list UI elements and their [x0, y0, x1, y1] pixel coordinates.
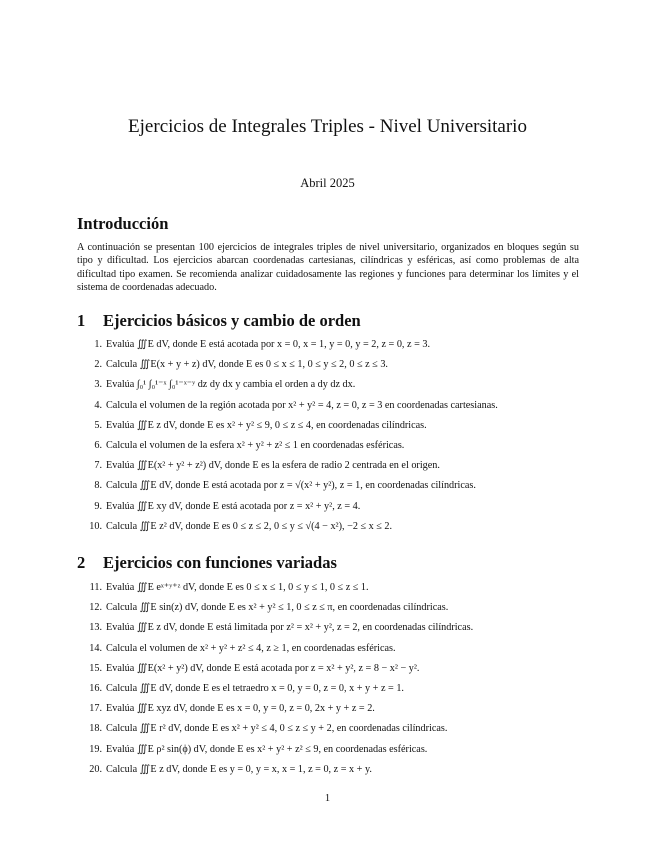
exercise-item [82, 642, 473, 662]
exercise-text: Calcula ∭E z dV, donde E es y = 0, y = x, x = 1, z = 0, z = x + y. [106, 763, 372, 775]
exercise-item [82, 763, 473, 783]
exercise-text: Calcula ∭E r² dV, donde E es x² + y² ≤ 4, 0 ≤ z ≤ y + 2, en coordenadas cilíndricas. [106, 723, 448, 735]
document-date: Abril 2025 [300, 176, 355, 190]
exercise-number: 16. [89, 682, 102, 694]
exercise-text: Calcula ∭E z² dV, donde E es 0 ≤ z ≤ 2, 0 ≤ y ≤ √(4 − x²), −2 ≤ x ≤ 2. [106, 520, 393, 532]
exercise-text: Evalúa ∭E xyz dV, donde E es x = 0, y = 0, z = 0, 2x + y + z = 2. [106, 703, 375, 715]
exercise-item [82, 621, 473, 641]
exercise-number: 19. [89, 743, 102, 755]
exercise-text: Calcula ∭E(x + y + z) dV, donde E es 0 ≤ x ≤ 1, 0 ≤ y ≤ 2, 0 ≤ z ≤ 3. [106, 359, 388, 371]
exercise-item [82, 500, 498, 520]
exercise-number: 6. [94, 439, 102, 451]
exercise-number: 11. [89, 582, 102, 593]
exercise-number: 17. [89, 703, 102, 715]
exercise-item [82, 601, 473, 621]
exercise-list-1 [82, 338, 498, 540]
exercise-text: Calcula el volumen de x² + y² + z² ≤ 4, z ≥ 1, en coordenadas esféricas. [106, 642, 396, 654]
exercise-item [82, 358, 498, 378]
exercise-number: 4. [94, 399, 102, 411]
exercise-item [82, 743, 473, 763]
exercise-text: Calcula ∭E sin(z) dV, donde E es x² + y² ≤ 1, 0 ≤ z ≤ π, en coordenadas cilíndricas. [106, 602, 449, 614]
exercise-text: Evalúa ∭E(x² + y² + z²) dV, donde E es la esfera de radio 2 centrada en el origen. [106, 460, 440, 472]
exercise-item [82, 378, 498, 398]
section-heading-2 [77, 553, 337, 573]
intro-paragraph: A continuación se presentan 100 ejercicios de integrales triples de nivel universitario, organizados en bloques según su tipo y dificultad. Los ejercicios abarcan coordenadas cartesianas, cilíndricas y esféricas, así como problemas de alta dificultad tipo examen. Se recomienda analizar cuidadosamente las regiones y funciones para determinar los límites y el sistema de coordenadas adecuado. [77, 242, 579, 293]
section-number: 1 [77, 311, 86, 330]
section-title: Ejercicios básicos y cambio de orden [103, 311, 361, 330]
exercise-item [82, 662, 473, 682]
exercise-item [82, 338, 498, 358]
intro-heading: Introducción [77, 214, 169, 233]
exercise-text: Evalúa ∫₀¹ ∫₀¹⁻ˣ ∫₀¹⁻ˣ⁻ʸ dz dy dx y cambia el orden a dy dz dx. [106, 379, 356, 391]
exercise-text: Evalúa ∭E xy dV, donde E está acotada por z = x² + y², z = 4. [106, 500, 361, 512]
exercise-item [82, 702, 473, 722]
section-heading-1 [77, 311, 361, 331]
exercise-number: 1. [94, 339, 102, 350]
exercise-item [82, 439, 498, 459]
exercise-number: 8. [94, 480, 102, 492]
section-title: Ejercicios con funciones variadas [103, 553, 337, 572]
exercise-number: 12. [89, 602, 102, 614]
exercise-number: 2. [94, 359, 102, 371]
exercise-text: Calcula ∭E dV, donde E está acotada por z = √(x² + y²), z = 1, en coordenadas cilíndricas. [106, 480, 476, 492]
exercise-number: 7. [94, 460, 102, 472]
exercise-text: Evalúa ∭E eˣ⁺ʸ⁺ᶻ dV, donde E es 0 ≤ x ≤ 1, 0 ≤ y ≤ 1, 0 ≤ z ≤ 1. [106, 582, 369, 593]
exercise-number: 13. [89, 622, 102, 634]
exercise-item [82, 581, 473, 601]
exercise-number: 18. [89, 723, 102, 735]
exercise-text: Evalúa ∭E(x² + y²) dV, donde E está acotada por z = x² + y², z = 8 − x² − y². [106, 662, 420, 674]
exercise-item [82, 419, 498, 439]
exercise-item [82, 722, 473, 742]
page-number: 1 [324, 793, 331, 804]
exercise-text: Calcula el volumen de la esfera x² + y² + z² ≤ 1 en coordenadas esféricas. [106, 439, 405, 451]
exercise-text: Calcula ∭E dV, donde E es el tetraedro x = 0, y = 0, z = 0, x + y + z = 1. [106, 682, 404, 694]
section-number: 2 [77, 553, 86, 572]
exercise-number: 14. [89, 642, 102, 654]
exercise-number: 15. [89, 662, 102, 674]
exercise-list-2 [82, 581, 473, 783]
exercise-text: Evalúa ∭E dV, donde E está acotada por x = 0, x = 1, y = 0, y = 2, z = 0, z = 3. [106, 339, 431, 350]
exercise-number: 5. [94, 419, 102, 431]
exercise-item [82, 459, 498, 479]
exercise-number: 9. [94, 500, 102, 512]
exercise-item [82, 399, 498, 419]
exercise-text: Evalúa ∭E z dV, donde E está limitada por z² = x² + y², z = 2, en coordenadas cilíndricas. [106, 622, 474, 634]
exercise-item [82, 479, 498, 499]
exercise-text: Evalúa ∭E z dV, donde E es x² + y² ≤ 9, 0 ≤ z ≤ 4, en coordenadas cilíndricas. [106, 419, 427, 431]
exercise-number: 20. [89, 763, 102, 775]
exercise-item [82, 520, 498, 540]
exercise-number: 10. [89, 520, 102, 532]
exercise-number: 3. [94, 379, 102, 391]
exercise-text: Calcula el volumen de la región acotada por x² + y² = 4, z = 0, z = 3 en coordenadas cartesianas. [106, 399, 498, 411]
exercise-item [82, 682, 473, 702]
document-title: Ejercicios de Integrales Triples - Nivel Universitario [128, 116, 527, 137]
exercise-text: Evalúa ∭E ρ² sin(ϕ) dV, donde E es x² + y² + z² ≤ 9, en coordenadas esféricas. [106, 743, 428, 755]
